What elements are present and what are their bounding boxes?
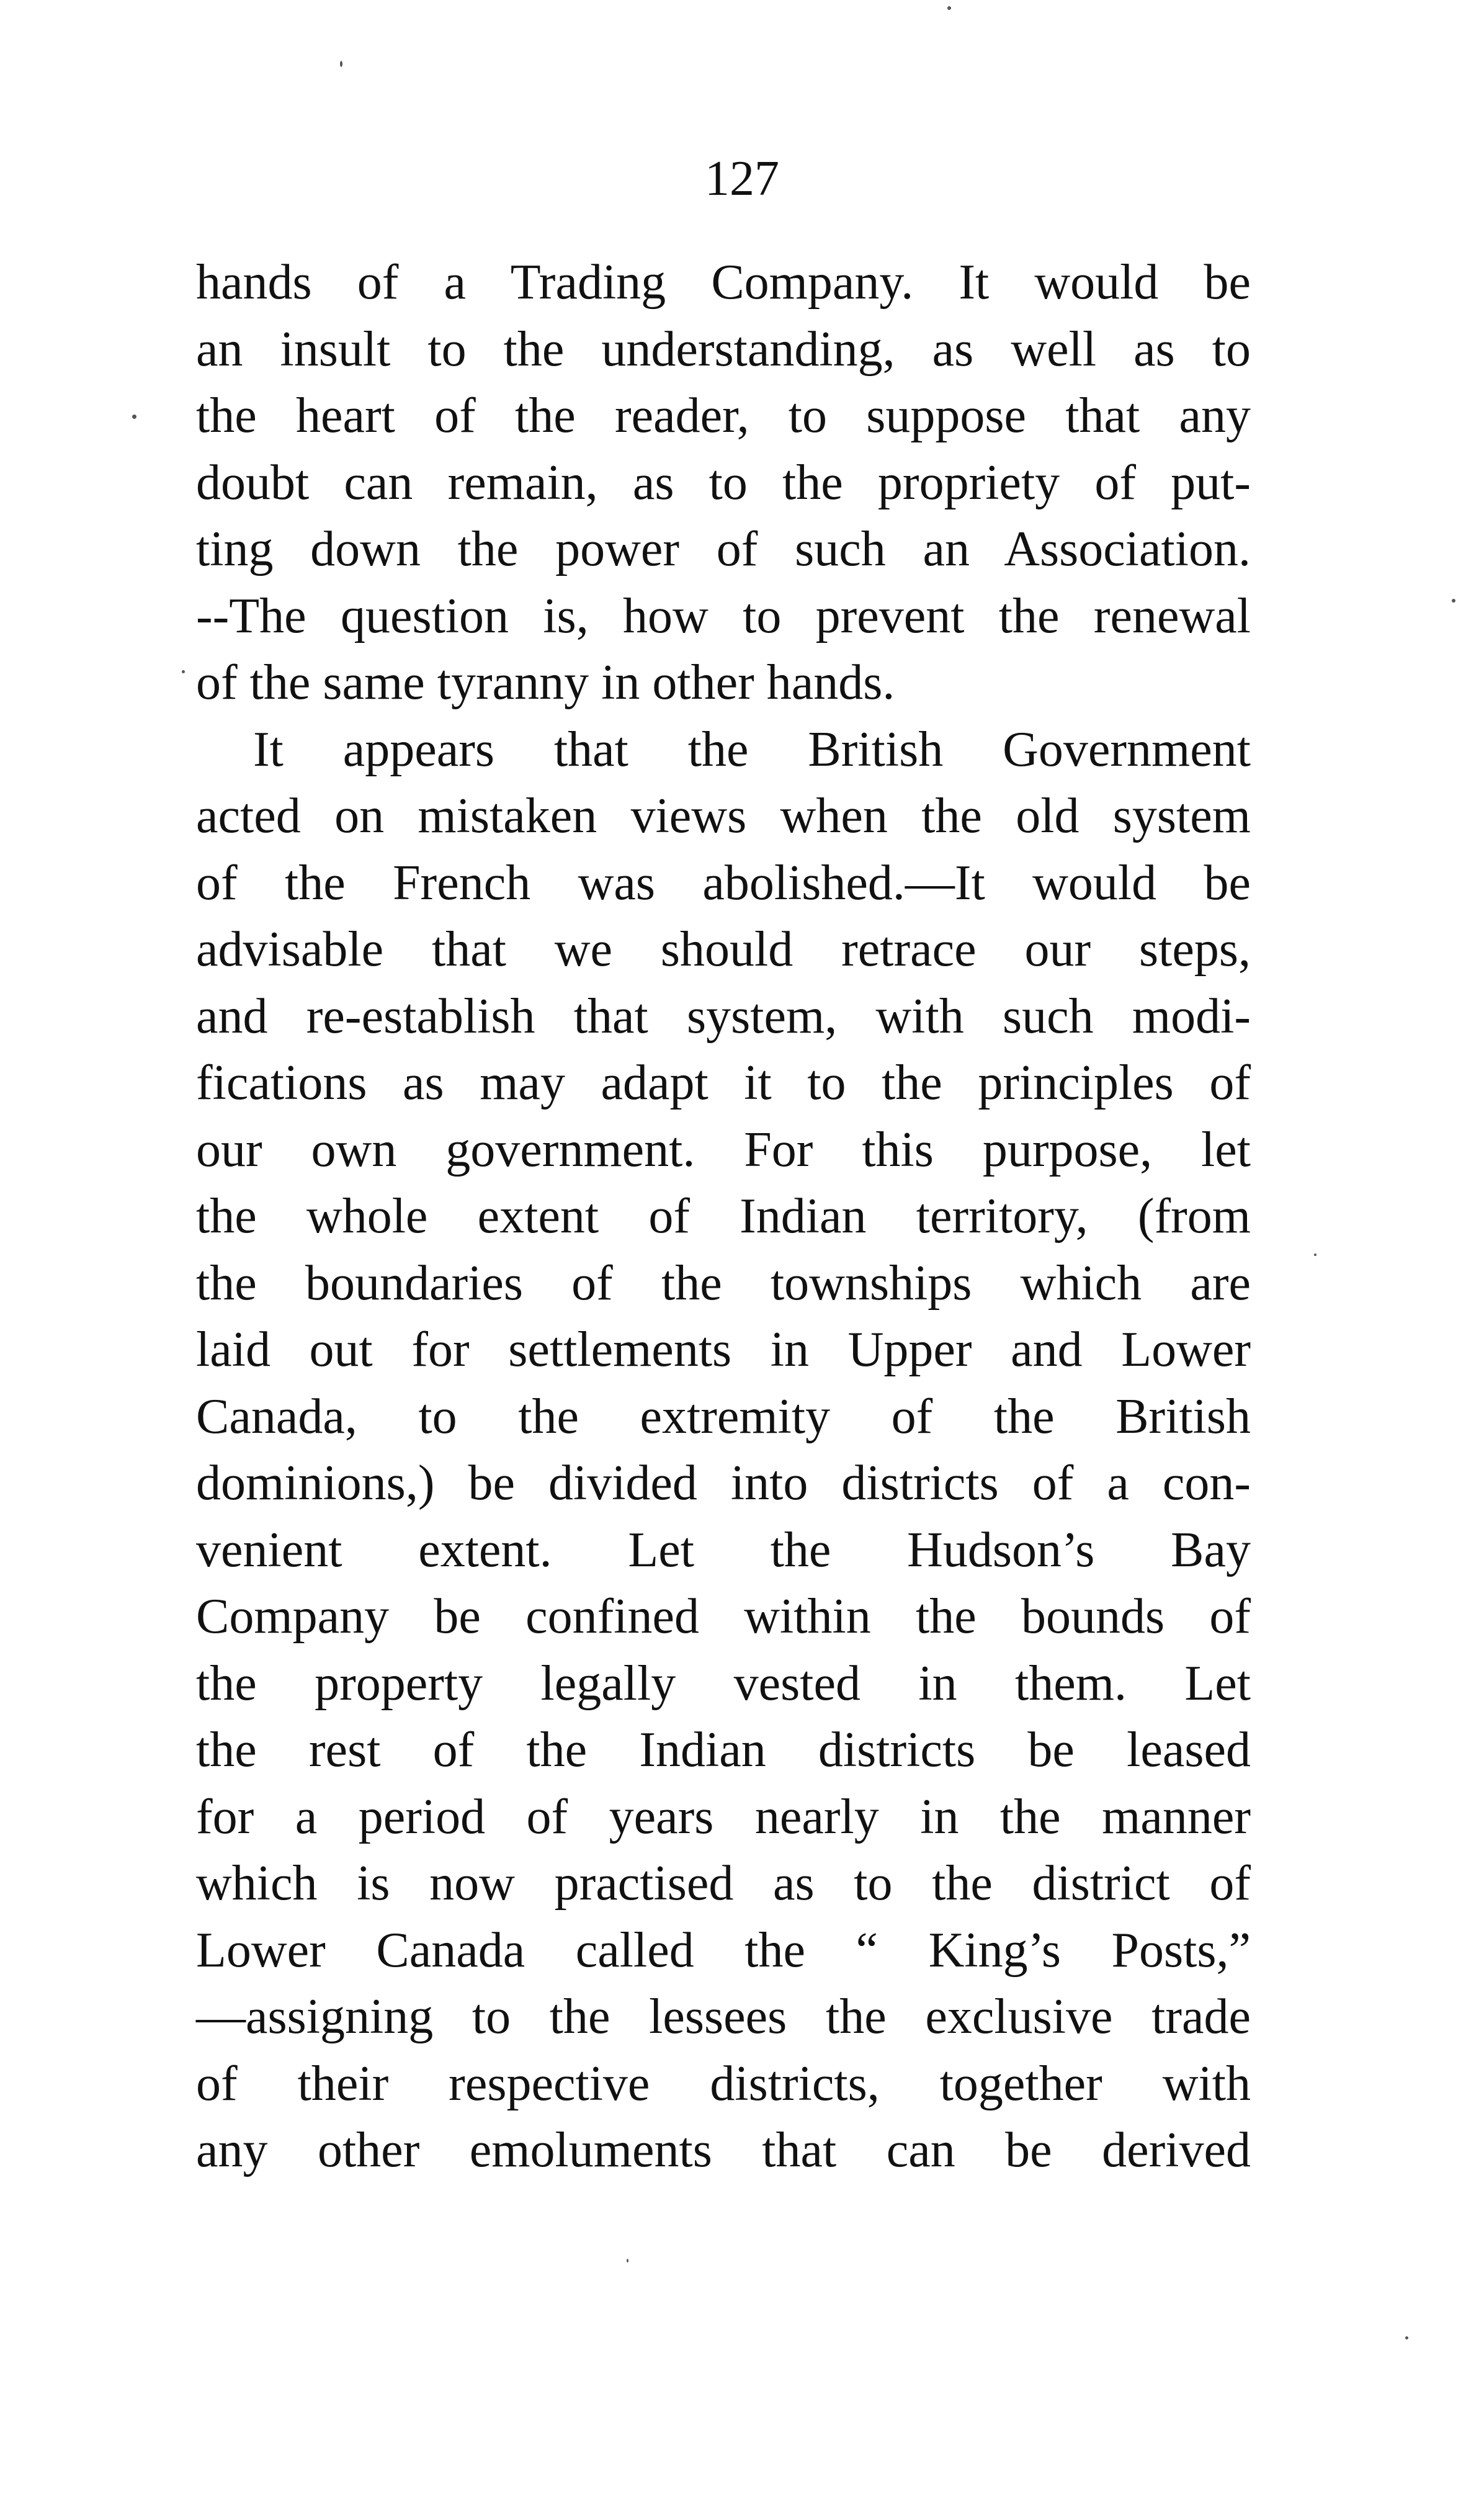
scan-speck <box>947 6 951 10</box>
text-line: the property legally vested in them. Let <box>196 1656 1251 1711</box>
text-line: --The question is, how to prevent the renewal <box>196 588 1251 644</box>
text-line: Canada, to the extremity of the British <box>196 1389 1251 1444</box>
paragraph <box>196 717 1251 2184</box>
text-line: for a period of years nearly in the manner <box>196 1789 1251 1844</box>
text-line: of the same tyranny in other hands. <box>196 655 895 710</box>
scan-speck <box>1405 2336 1408 2339</box>
text-line: and re-establish that system, with such modi- <box>196 989 1251 1044</box>
text-line: the boundaries of the townships which are <box>196 1255 1251 1311</box>
text-line: our own government. For this purpose, let <box>196 1122 1251 1177</box>
text-line: of their respective districts, together with <box>196 2056 1251 2111</box>
text-line: which is now practised as to the district of <box>196 1856 1251 1911</box>
text-line: venient extent. Let the Hudson’s Bay <box>196 1522 1251 1577</box>
text-line: advisable that we should retrace our steps, <box>196 922 1251 977</box>
text-line: doubt can remain, as to the propriety of put- <box>196 455 1251 510</box>
text-line: of the French was abolished.—It would be <box>196 855 1251 910</box>
text-line: It appears that the British Government <box>253 722 1251 777</box>
text-line: acted on mistaken views when the old system <box>196 789 1251 843</box>
text-line: an insult to the understanding, as well as to <box>196 321 1251 377</box>
scan-speck <box>627 2259 628 2263</box>
text-line: the rest of the Indian districts be leased <box>196 1723 1251 1777</box>
text-line: Company be confined within the bounds of <box>196 1589 1251 1644</box>
text-line: fications as may adapt it to the principles of <box>196 1056 1251 1110</box>
scan-speck <box>1452 599 1455 603</box>
text-line: any other emoluments that can be derived <box>196 2123 1251 2177</box>
paragraph <box>196 249 1251 717</box>
scan-speck <box>340 61 342 67</box>
text-line: hands of a Trading Company. It would be <box>196 255 1251 310</box>
scan-speck <box>1314 1254 1316 1256</box>
text-line: the whole extent of Indian territory, (from <box>196 1189 1251 1244</box>
text-line: laid out for settlements in Upper and Lower <box>196 1322 1251 1377</box>
text-line: the heart of the reader, to suppose that any <box>196 388 1251 443</box>
page-number: 127 <box>705 151 779 206</box>
text-line: Lower Canada called the “ King’s Posts,” <box>196 1922 1251 1978</box>
scan-speck <box>182 670 185 673</box>
body-text <box>196 249 1251 2184</box>
scan-speck <box>132 415 136 419</box>
text-line: ting down the power of such an Association. <box>196 522 1251 576</box>
text-line: —assigning to the lessees the exclusive trade <box>196 1989 1251 2044</box>
text-line: dominions,) be divided into districts of a con- <box>196 1456 1251 1510</box>
